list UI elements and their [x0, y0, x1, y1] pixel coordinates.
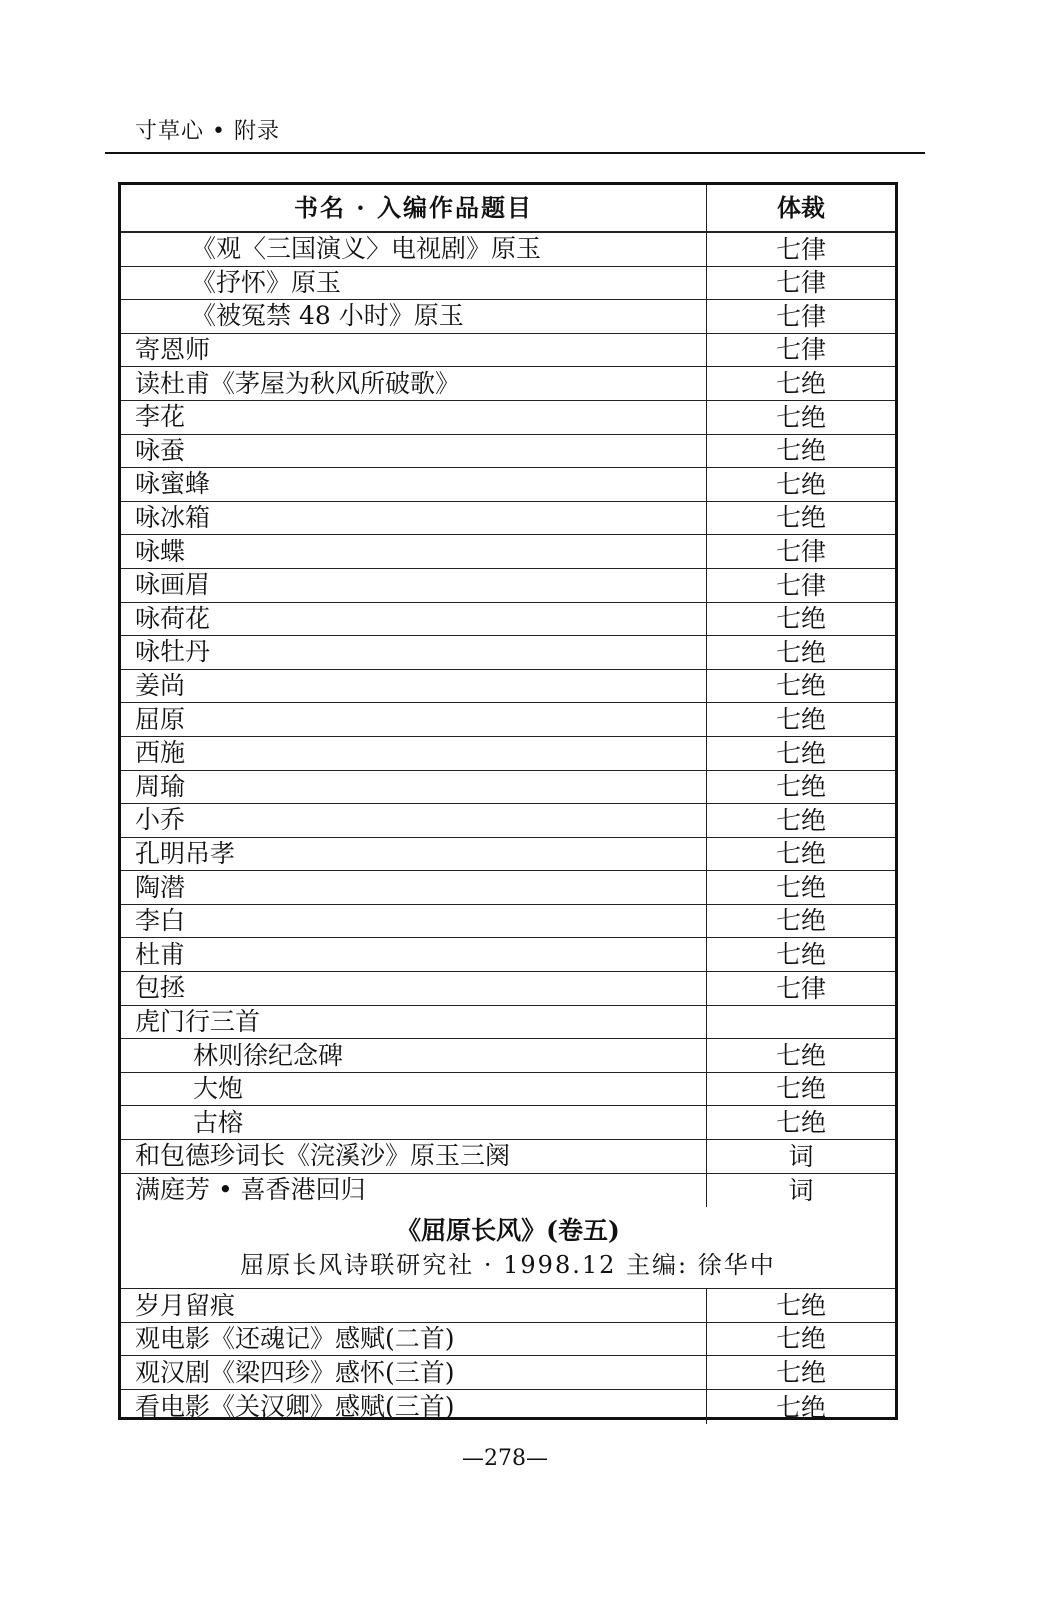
table-row: [121, 871, 895, 905]
work-title-cell: 读杜甫《茅屋为秋风所破歌》: [121, 367, 707, 400]
table-row: [121, 938, 895, 972]
work-title-cell: 古榕: [121, 1106, 707, 1139]
table-row: [121, 435, 895, 469]
table-row: [121, 334, 895, 368]
genre-cell: 七绝: [775, 1358, 826, 1387]
genre-cell: 七绝: [775, 872, 826, 902]
table-row: [121, 1289, 895, 1323]
genre-cell: 七绝: [775, 1074, 826, 1104]
genre-cell: 七绝: [775, 940, 826, 970]
table-header-row: [121, 185, 895, 233]
table-row: [121, 670, 895, 704]
genre-cell: 七律: [775, 536, 826, 566]
table-row: [121, 905, 895, 939]
table-row: [121, 233, 895, 267]
genre-cell: 七绝: [775, 1290, 826, 1320]
genre-cell: 七绝: [775, 1040, 826, 1070]
work-title-cell: 林则徐纪念碑: [121, 1039, 707, 1072]
table-row: [121, 300, 895, 334]
work-title-cell: 看电影《关汉卿》感赋(三首): [121, 1390, 707, 1424]
header-title-cell: 书名 · 入编作品题目: [121, 185, 707, 231]
genre-cell: 七律: [775, 301, 826, 331]
header-genre-cell: 体裁: [777, 193, 825, 222]
work-title-cell: 咏画眉: [121, 569, 707, 602]
table-row: [121, 401, 895, 435]
table-row: [121, 367, 895, 401]
genre-cell: 七绝: [775, 671, 826, 701]
genre-cell: 词: [788, 1176, 814, 1206]
work-title-cell: 《被冤禁 48 小时》原玉: [121, 300, 707, 333]
work-title-cell: 《观〈三国演义〉电视剧》原玉: [121, 233, 707, 266]
table-row: [121, 468, 895, 502]
work-title-cell: 咏蜜蜂: [121, 468, 707, 501]
genre-cell: 七绝: [775, 1108, 826, 1138]
section-subtitle: 屈原长风诗联研究社 · 1998.12 主编: 徐华中: [240, 1250, 776, 1279]
work-title-cell: 虎门行三首: [121, 1006, 707, 1039]
work-title-cell: 寄恩师: [121, 334, 707, 367]
work-title-cell: 陶潜: [121, 871, 707, 904]
work-title-cell: 孔明吊孝: [121, 838, 707, 871]
table-row: [121, 1140, 895, 1174]
page-number: —278—: [462, 1446, 548, 1471]
table-row: [121, 1073, 895, 1107]
table-row: [121, 838, 895, 872]
work-title-cell: 咏荷花: [121, 603, 707, 636]
genre-cell: 七绝: [775, 704, 826, 734]
work-title-cell: 小乔: [121, 804, 707, 837]
work-title-cell: 观电影《还魂记》感赋(二首): [121, 1323, 707, 1356]
table-row: [121, 972, 895, 1006]
genre-cell: 七绝: [775, 805, 826, 835]
work-title-cell: 《抒怀》原玉: [121, 267, 707, 300]
genre-cell: 七律: [775, 234, 826, 264]
work-title-cell: 咏蚕: [121, 435, 707, 468]
work-title-cell: 李花: [121, 401, 707, 434]
work-title-cell: 杜甫: [121, 938, 707, 971]
work-title-cell: 和包德珍词长《浣溪沙》原玉三阕: [121, 1140, 707, 1173]
work-title-cell: 姜尚: [121, 670, 707, 703]
genre-cell: 七绝: [775, 469, 826, 499]
table-row: [121, 1356, 895, 1390]
table-row: [121, 569, 895, 603]
table-row: [121, 502, 895, 536]
table-row: [121, 1174, 895, 1208]
genre-cell: 七绝: [775, 772, 826, 802]
work-title-cell: 李白: [121, 905, 707, 938]
table-row: [121, 636, 895, 670]
table-row: [121, 267, 895, 301]
table-row: [121, 1323, 895, 1357]
table-row: [121, 1106, 895, 1140]
table-row: [121, 1039, 895, 1073]
table-row: [121, 703, 895, 737]
table-row: [121, 1006, 895, 1040]
genre-cell: 七律: [775, 268, 826, 298]
genre-cell: 七绝: [775, 906, 826, 936]
work-title-cell: 满庭芳 • 喜香港回归: [121, 1174, 707, 1208]
work-title-cell: 咏蝶: [121, 535, 707, 568]
works-table: [118, 182, 898, 1420]
genre-cell: 七绝: [775, 436, 826, 466]
table-row: [121, 535, 895, 569]
section-title: 《屈原长风》(卷五): [396, 1215, 620, 1245]
header-rule: [105, 152, 925, 154]
table-row: [121, 804, 895, 838]
work-title-cell: 包拯: [121, 972, 707, 1005]
table-row: [121, 771, 895, 805]
work-title-cell: 咏牡丹: [121, 636, 707, 669]
table-row: [121, 603, 895, 637]
work-title-cell: 周瑜: [121, 771, 707, 804]
genre-cell: 七绝: [775, 738, 826, 768]
genre-cell: 七绝: [775, 637, 826, 667]
genre-cell: [707, 1006, 895, 1039]
work-title-cell: 咏冰箱: [121, 502, 707, 535]
work-title-cell: 西施: [121, 737, 707, 770]
work-title-cell: 观汉剧《梁四珍》感怀(三首): [121, 1356, 707, 1389]
table-row: [121, 1390, 895, 1424]
running-head: 寸草心 • 附录: [135, 119, 280, 144]
genre-cell: 七绝: [775, 368, 826, 398]
table-row: [121, 737, 895, 771]
genre-cell: 七绝: [775, 503, 826, 533]
genre-cell: 七绝: [775, 1392, 826, 1422]
genre-cell: 七绝: [775, 1324, 826, 1354]
genre-cell: 七绝: [775, 604, 826, 634]
genre-cell: 七律: [775, 570, 826, 600]
genre-cell: 七绝: [775, 839, 826, 869]
genre-cell: 词: [788, 1141, 814, 1171]
genre-cell: 七律: [775, 335, 826, 365]
work-title-cell: 屈原: [121, 703, 707, 736]
genre-cell: 七绝: [775, 402, 826, 432]
work-title-cell: 大炮: [121, 1073, 707, 1106]
work-title-cell: 岁月留痕: [121, 1289, 707, 1322]
section-heading-row: [121, 1207, 895, 1289]
genre-cell: 七律: [775, 973, 826, 1003]
